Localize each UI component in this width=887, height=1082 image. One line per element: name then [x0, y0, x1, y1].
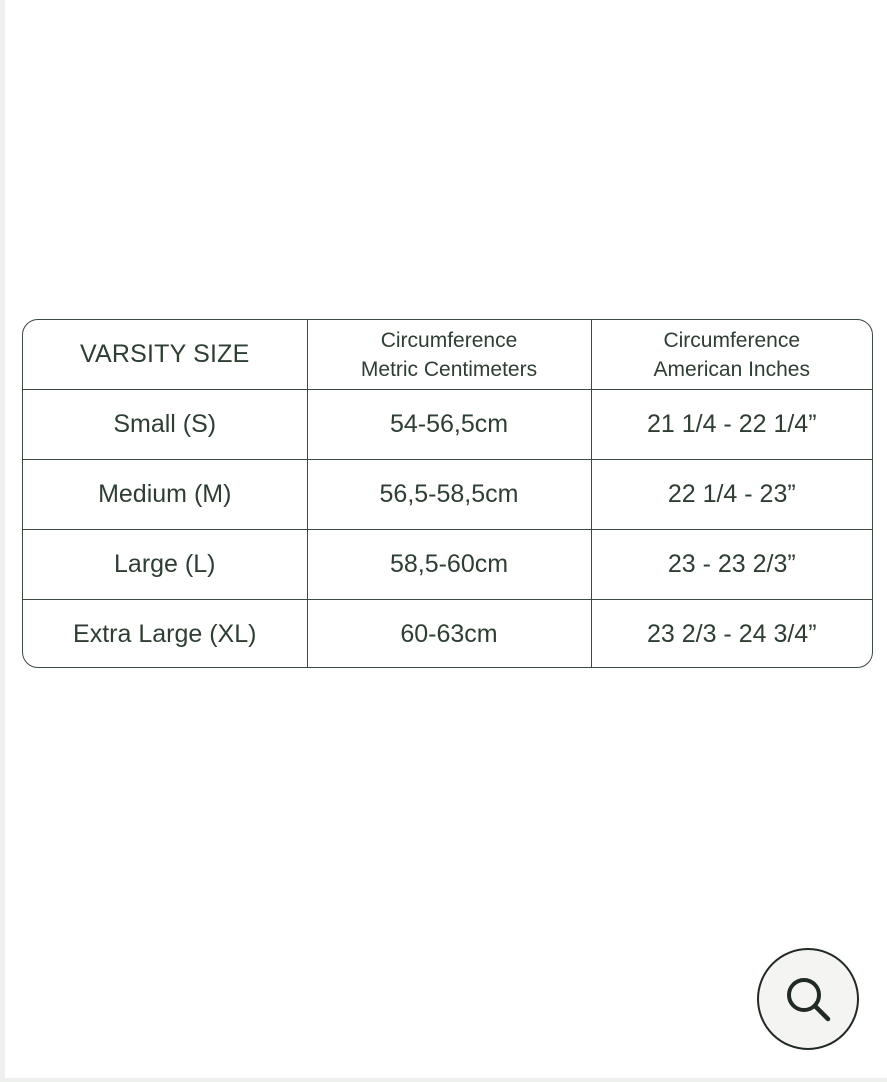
size-cell: Large (L)	[23, 530, 307, 600]
cm-cell: 58,5-60cm	[307, 530, 591, 600]
header-varsity-size-label: VARSITY SIZE	[79, 340, 250, 368]
header-metric-line1: Circumference	[380, 328, 518, 352]
cm-cell: 54-56,5cm	[307, 390, 591, 460]
size-cell: Extra Large (XL)	[23, 600, 307, 669]
inches-cell: 22 1/4 - 23”	[591, 460, 872, 530]
search-button[interactable]	[757, 948, 859, 1050]
size-chart-table	[23, 320, 872, 668]
header-metric	[307, 320, 591, 390]
size-row-extra-large	[23, 600, 872, 669]
size-cell: Medium (M)	[23, 460, 307, 530]
size-row-small	[23, 390, 872, 460]
inches-cell: 21 1/4 - 22 1/4”	[591, 390, 872, 460]
header-varsity-size	[23, 320, 307, 390]
size-cell: Small (S)	[23, 390, 307, 460]
size-row-large	[23, 530, 872, 600]
cm-cell: 56,5-58,5cm	[307, 460, 591, 530]
size-chart	[22, 319, 873, 668]
size-chart-header-row	[23, 320, 872, 390]
inches-cell: 23 2/3 - 24 3/4”	[646, 620, 817, 648]
header-imperial	[591, 320, 872, 390]
header-imperial-line1: Circumference	[663, 328, 801, 352]
inches-cell: 23 - 23 2/3”	[591, 530, 872, 600]
header-imperial-line2: American Inches	[653, 357, 810, 381]
page-bottom-edge	[0, 1078, 887, 1082]
cm-cell: 60-63cm	[307, 600, 591, 669]
size-row-medium	[23, 460, 872, 530]
search-icon	[782, 973, 834, 1025]
header-metric-line2: Metric Centimeters	[360, 357, 538, 381]
page-left-edge	[0, 0, 5, 1082]
